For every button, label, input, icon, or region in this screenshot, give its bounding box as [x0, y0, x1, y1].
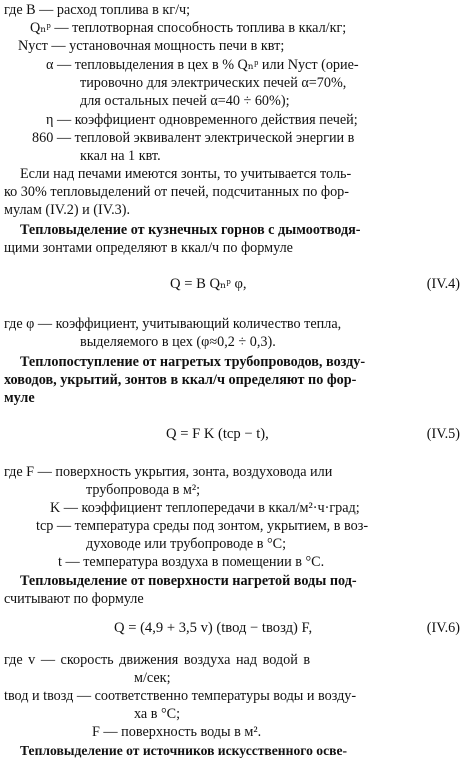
text-line: где v — скорость движения воздуха над водой в	[4, 652, 311, 668]
section-heading: ховодов, укрытий, зонтов в ккал/ч определяют по фор-	[4, 372, 357, 388]
text-line: tср — температура среды под зонтом, укрытием, в воз-	[36, 518, 369, 534]
section-heading: Тепловыделение от кузнечных горнов с дымоотводя-	[20, 222, 361, 238]
text-line: Если над печами имеются зонты, то учитывается толь-	[20, 166, 352, 182]
section-heading: Теплопоступление от нагретых трубопроводов, возду-	[20, 354, 366, 370]
text-line: выделяемого в цех (φ≈0,2 ÷ 0,3).	[80, 334, 276, 350]
text-line: t — температура воздуха в помещении в °C.	[58, 554, 325, 570]
text-line: м/сек;	[134, 670, 171, 686]
text-line: мулам (IV.2) и (IV.3).	[4, 202, 131, 218]
text-line: Nуст — установочная мощность печи в квт;	[18, 38, 285, 54]
text-line: духоводе или трубопроводе в °C;	[86, 536, 287, 552]
text-line: F — поверхность воды в м².	[92, 724, 262, 740]
text-line: ко 30% тепловыделений от печей, подсчитанных по фор-	[4, 184, 349, 200]
equation: Q = F K (tср − t),	[166, 426, 269, 442]
equation: Q = (4,9 + 3,5 v) (tвод − tвозд) F,	[114, 620, 313, 636]
text-line: где F — поверхность укрытия, зонта, воздуховода или	[4, 464, 333, 480]
text-line: Qₙᵖ — теплотворная способность топлива в ккал/кг;	[30, 20, 347, 36]
text-line: ха в °C;	[134, 706, 181, 722]
text-line: α — тепловыделения в цех в % Qₙᵖ или Nуст (орие-	[46, 57, 359, 73]
equation-number: (IV.5)	[426, 426, 460, 442]
text-line: для остальных печей α=40 ÷ 60%);	[80, 93, 290, 109]
equation: Q = B Qₙᵖ φ,	[170, 276, 247, 292]
equation-number: (IV.6)	[426, 620, 460, 636]
text-line: щими зонтами определяют в ккал/ч по формуле	[4, 240, 293, 256]
text-line: ккал на 1 квт.	[80, 148, 161, 164]
text-line: K — коэффициент теплопередачи в ккал/м²·ч·град;	[50, 500, 360, 516]
text-line: тировочно для электрических печей α=70%,	[80, 75, 347, 91]
text-line: считывают по формуле	[4, 591, 144, 607]
text-line: tвод и tвозд — соответственно температуры воды и возду-	[4, 688, 357, 704]
text-line: где B — расход топлива в кг/ч;	[4, 2, 191, 18]
text-line: где φ — коэффициент, учитывающий количество тепла,	[4, 316, 342, 332]
equation-number: (IV.4)	[426, 276, 460, 292]
section-heading: Тепловыделение от источников искусственного осве-	[20, 743, 348, 758]
section-heading: муле	[4, 390, 35, 406]
section-heading: Тепловыделение от поверхности нагретой воды под-	[20, 573, 357, 589]
text-line: трубопровода в м²;	[86, 482, 201, 498]
text-line: 860 — тепловой эквивалент электрической энергии в	[32, 130, 355, 146]
text-line: η — коэффициент одновременного действия печей;	[46, 112, 358, 128]
